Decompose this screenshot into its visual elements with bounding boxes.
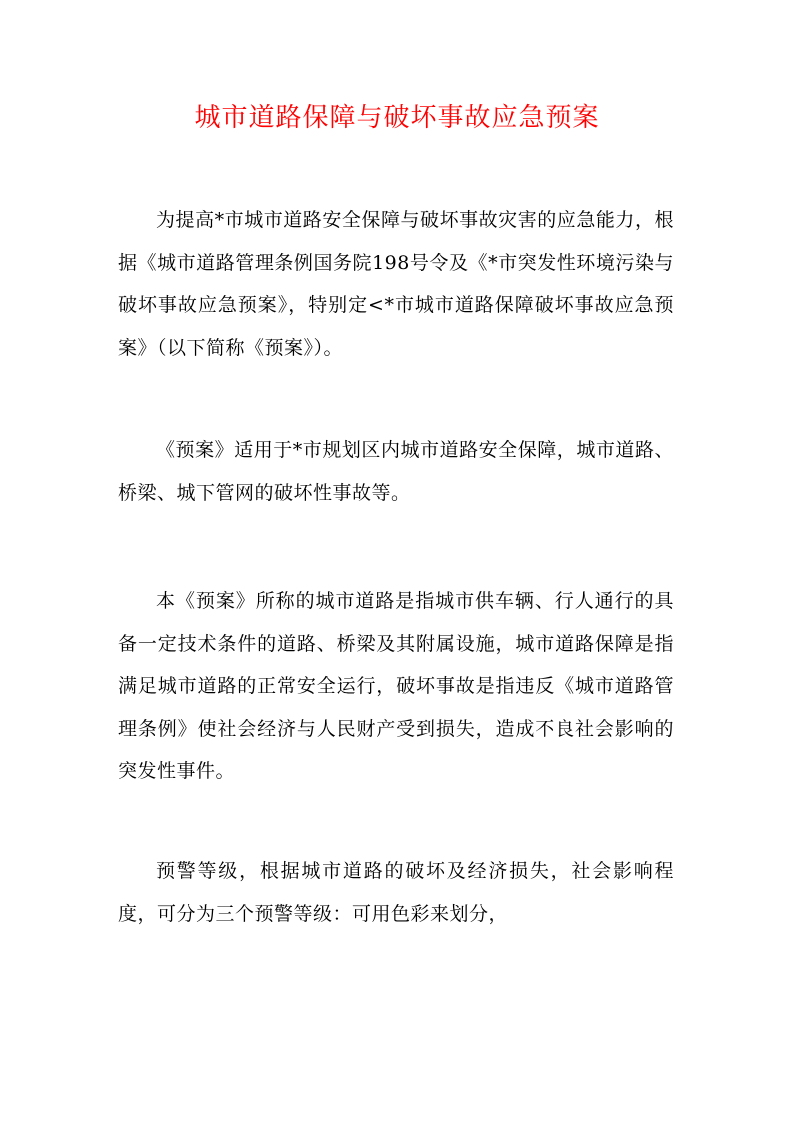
paragraph-purpose: 为提高*市城市道路安全保障与破坏事故灾害的应急能力，根据《城市道路管理条例国务院198号令及《*市突发性环境污染与破坏事故应急预案》，特别定<*市城市道路保障破坏事故应急预案》（以下简称《预案》）。 — [118, 209, 674, 359]
paragraph-scope: 《预案》适用于*市规划区内城市道路安全保障，城市道路、桥梁、城下管网的破坏性事故等。 — [118, 439, 674, 504]
paragraph-definitions: 本《预案》所称的城市道路是指城市供车辆、行人通行的具备一定技术条件的道路、桥梁及其附属设施，城市道路保障是指满足城市道路的正常安全运行，破坏事故是指违反《城市道路管理条例》使社会经济与人民财产受到损失，造成不良社会影响的突发性事件。 — [118, 590, 674, 782]
paragraph-warning-levels: 预警等级，根据城市道路的破坏及经济损失，社会影响程度，可分为三个预警等级：可用色彩来划分， — [118, 860, 674, 925]
document-title: 城市道路保障与破坏事故应急预案 — [194, 103, 600, 133]
